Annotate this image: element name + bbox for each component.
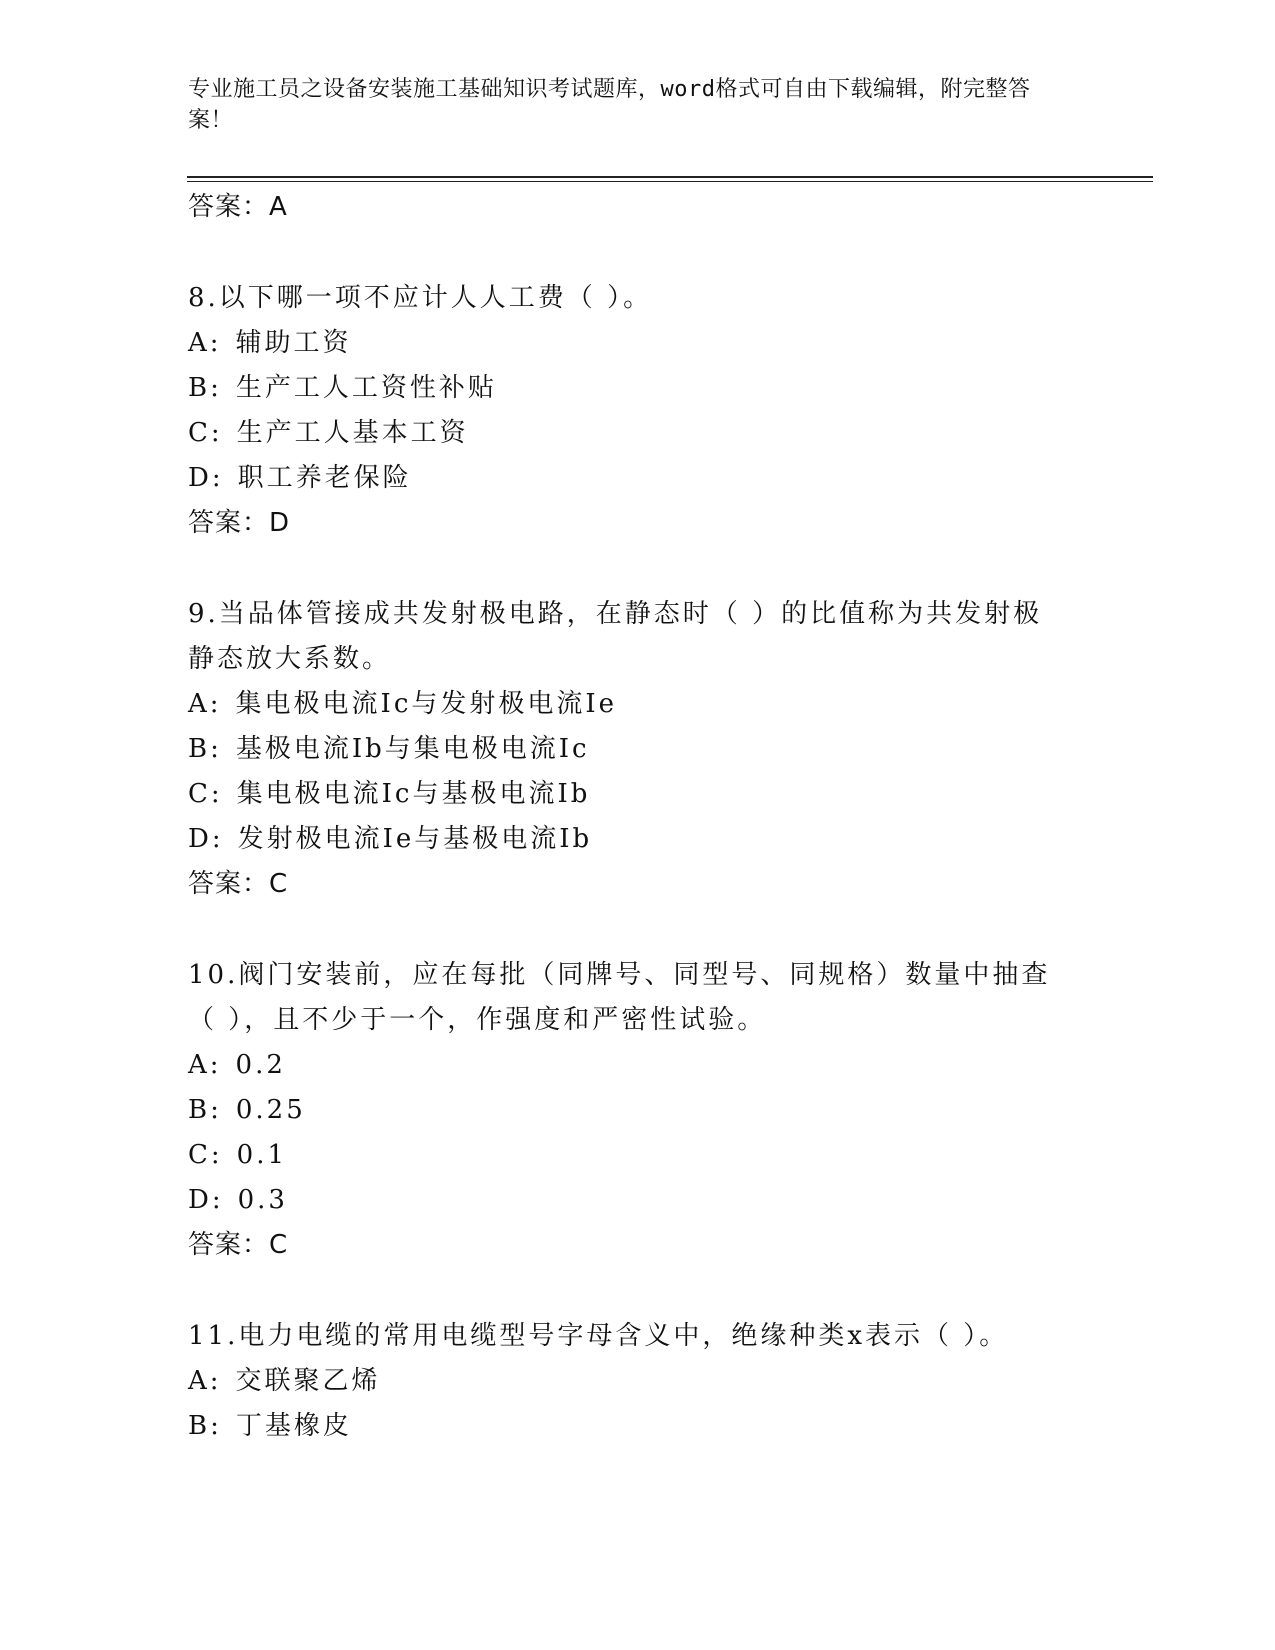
option-label: A: — [188, 1050, 222, 1080]
question-8-option-d — [188, 456, 1088, 501]
option-label: C: — [188, 1140, 223, 1170]
option-label: D: — [188, 824, 224, 854]
option-label: C: — [188, 418, 223, 448]
option-text: 集电极电流Ic与发射极电流Ie — [235, 689, 618, 719]
question-9-option-c — [188, 772, 1088, 817]
option-label: D: — [188, 463, 224, 493]
option-label: B: — [188, 1411, 222, 1441]
question-9-option-b — [188, 727, 1088, 772]
option-text: 生产工人工资性补贴 — [235, 373, 497, 403]
question-9-option-a — [188, 682, 1088, 727]
question-11-text: 11.电力电缆的常用电缆型号字母含义中，绝缘种类x表示（ ）。 — [188, 1321, 1009, 1351]
question-11-option-a — [188, 1359, 1088, 1404]
option-text: 辅助工资 — [235, 328, 352, 358]
option-label: A: — [188, 1366, 222, 1396]
question-10-option-a — [188, 1043, 1088, 1088]
option-label: C: — [188, 779, 223, 809]
question-9-text: 9.当品体管接成共发射极电路，在静态时（ ）的比值称为共发射极静态放大系数。 — [188, 599, 1043, 674]
option-text: 发射极电流Ie与基极电流Ib — [237, 824, 593, 854]
question-10-option-c — [188, 1133, 1088, 1178]
question-10-answer: 答案：C — [188, 1230, 289, 1260]
option-label: B: — [188, 373, 222, 403]
option-text: 0.3 — [237, 1185, 288, 1215]
question-8-option-a — [188, 321, 1088, 366]
question-list — [188, 185, 1088, 1449]
option-text: 0.25 — [235, 1095, 306, 1125]
option-text: 0.2 — [235, 1050, 286, 1080]
option-text: 交联聚乙烯 — [235, 1366, 381, 1396]
option-text: 生产工人基本工资 — [236, 418, 469, 448]
question-10-text: 10.阀门安装前，应在每批（同牌号、同型号、同规格）数量中抽查（ ），且不少于一个，作强度和严密性试验。 — [188, 960, 1051, 1035]
question-8-answer: 答案：D — [188, 508, 291, 538]
header-divider-thin — [187, 181, 1153, 182]
option-text: 丁基橡皮 — [235, 1411, 352, 1441]
question-9-answer: 答案：C — [188, 869, 289, 899]
header-divider-thick — [187, 176, 1153, 178]
question-8-option-c — [188, 411, 1088, 456]
question-11-option-b — [188, 1404, 1088, 1449]
option-label: A: — [188, 689, 222, 719]
document-header: 专业施工员之设备安装施工基础知识考试题库，word格式可自由下载编辑，附完整答案！ — [188, 77, 1031, 133]
option-text: 0.1 — [236, 1140, 288, 1170]
answer-line: 答案：A — [188, 192, 288, 222]
question-8-text: 8.以下哪一项不应计人人工费（ ）。 — [188, 283, 653, 313]
option-text: 基极电流Ib与集电极电流Ic — [235, 734, 590, 764]
option-label: A: — [188, 328, 222, 358]
option-text: 职工养老保险 — [237, 463, 412, 493]
option-label: D: — [188, 1185, 224, 1215]
question-8-option-b — [188, 366, 1088, 411]
question-9-option-d — [188, 817, 1088, 862]
option-label: B: — [188, 1095, 222, 1125]
option-text: 集电极电流Ic与基极电流Ib — [236, 779, 591, 809]
option-label: B: — [188, 734, 222, 764]
question-10-option-d — [188, 1178, 1088, 1223]
question-10-option-b — [188, 1088, 1088, 1133]
